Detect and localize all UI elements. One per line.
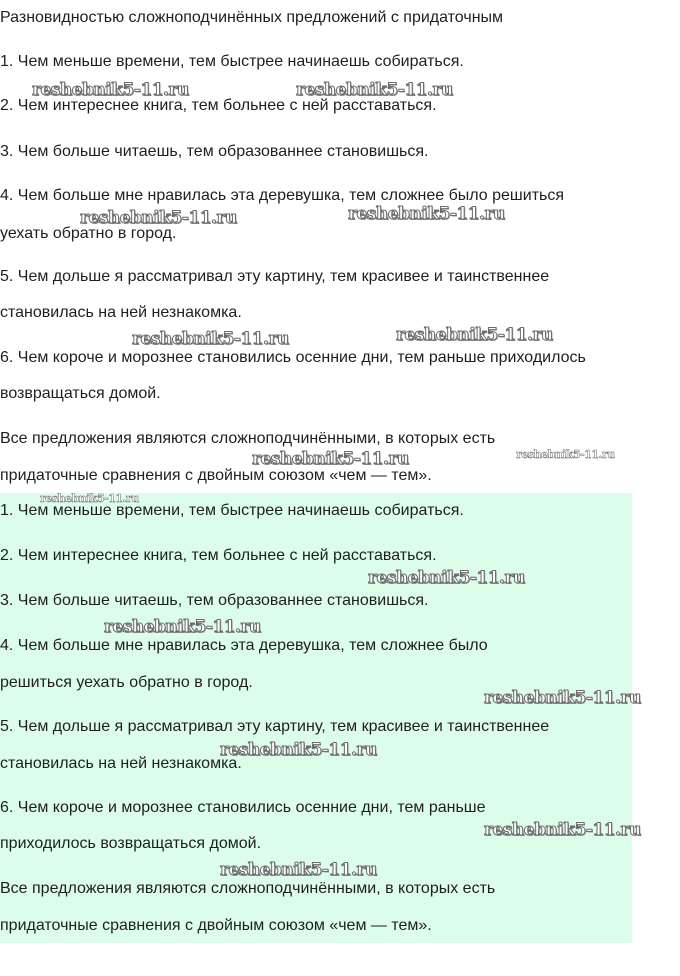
answer-line: Все предложения являются сложноподчинёнными, в которых есть	[0, 880, 496, 897]
watermark-text: reshebnik5-11.ru	[132, 329, 289, 349]
answer-line: 3. Чем больше читаешь, тем образованнее становишься.	[0, 592, 429, 609]
watermark-text: reshebnik5-11.ru	[32, 80, 189, 100]
answer-line: придаточные сравнения с двойным союзом «чем — тем».	[0, 917, 432, 934]
text-line: 4. Чем больше мне нравилась эта деревушка, тем сложнее было решиться	[0, 187, 565, 204]
text-line: 1. Чем меньше времени, тем быстрее начинаешь собираться.	[0, 53, 464, 70]
watermark-text: reshebnik5-11.ru	[348, 204, 505, 224]
text-line: 6. Чем короче и морознее становились осенние дни, тем раньше приходилось	[0, 349, 586, 366]
answer-line: 6. Чем короче и морознее становились осенние дни, тем раньше	[0, 799, 486, 816]
answer-line: 5. Чем дольше я рассматривал эту картину, тем красивее и таинственнее	[0, 718, 550, 735]
watermark-text: reshebnik5-11.ru	[484, 820, 641, 840]
watermark-text: reshebnik5-11.ru	[296, 80, 453, 100]
watermark-text: reshebnik5-11.ru	[220, 740, 377, 760]
answer-line: становилась на ней незнакомка.	[0, 755, 242, 772]
text-line: становилась на ней незнакомка.	[0, 304, 242, 321]
text-line: 2. Чем интереснее книга, тем больнее с ней расставаться.	[0, 97, 437, 114]
answer-line: приходилось возвращаться домой.	[0, 835, 262, 852]
text-line: 3. Чем больше читаешь, тем образованнее становишься.	[0, 143, 429, 160]
text-line: Все предложения являются сложноподчинёнными, в которых есть	[0, 430, 496, 447]
watermark-text: reshebnik5-11.ru	[368, 568, 525, 588]
watermark-text: reshebnik5-11.ru	[80, 208, 237, 228]
answer-line: 1. Чем меньше времени, тем быстрее начинаешь собираться.	[0, 502, 464, 519]
heading: Разновидностью сложноподчинённых предложений с придаточным	[0, 9, 504, 26]
watermark-text: reshebnik5-11.ru	[516, 448, 615, 461]
text-line: возвращаться домой.	[0, 385, 161, 402]
watermark-text: reshebnik5-11.ru	[252, 449, 409, 469]
text-line: придаточные сравнения с двойным союзом «чем — тем».	[0, 467, 432, 484]
answer-line: решиться уехать обратно в город.	[0, 674, 253, 691]
text-line: 5. Чем дольше я рассматривал эту картину, тем красивее и таинственнее	[0, 268, 550, 285]
watermark-text: reshebnik5-11.ru	[484, 688, 641, 708]
watermark-text: reshebnik5-11.ru	[396, 325, 553, 345]
watermark-text: reshebnik5-11.ru	[40, 492, 139, 505]
watermark-text: reshebnik5-11.ru	[220, 860, 377, 880]
answer-line: 4. Чем больше мне нравилась эта деревушка, тем сложнее было	[0, 637, 488, 654]
answer-line: 2. Чем интереснее книга, тем больнее с ней расставаться.	[0, 547, 437, 564]
text-line: уехать обратно в город.	[0, 225, 177, 242]
watermark-text: reshebnik5-11.ru	[104, 617, 261, 637]
